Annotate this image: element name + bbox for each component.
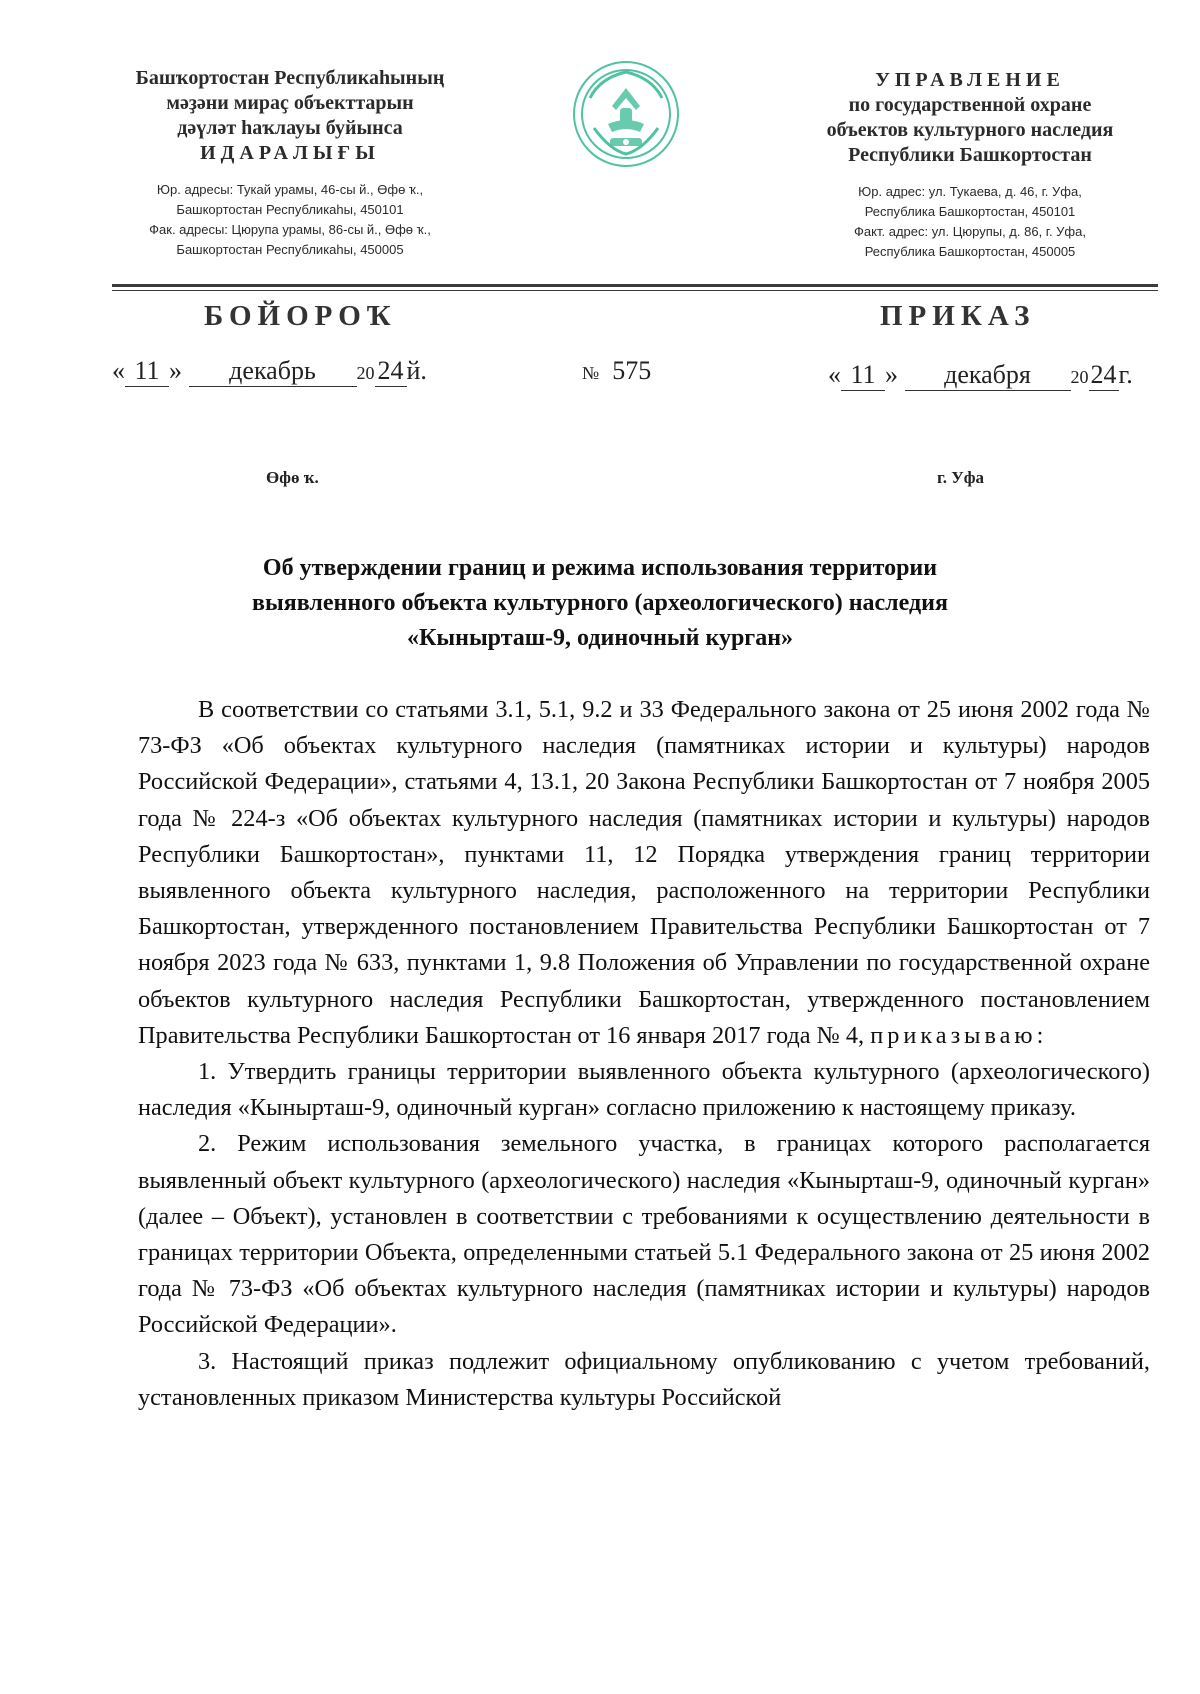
header-right-line1: УПРАВЛЕНИЕ bbox=[875, 69, 1065, 91]
date-left-year-prefix: 20 bbox=[356, 363, 375, 383]
date-left-year-unit: й. bbox=[406, 356, 427, 385]
header-right-line3: объектов культурного наследия bbox=[826, 119, 1114, 141]
doc-number bbox=[582, 356, 651, 386]
title-line1: Об утверждении границ и режима использования территории bbox=[262, 555, 938, 581]
header-right-block bbox=[790, 68, 1150, 262]
date-right-year-prefix: 20 bbox=[1070, 367, 1089, 387]
body-paragraph-3: 3. Настоящий приказ подлежит официальному опубликованию с учетом требований, установленных приказом Министерства культуры Российской bbox=[138, 1347, 1150, 1411]
doc-type-bashkir: БОЙОРОҠ bbox=[204, 300, 397, 332]
preamble-order-word: приказываю: bbox=[870, 1021, 1048, 1049]
header-left-line3: дәүләт һаҡлауы буйынса bbox=[177, 117, 403, 139]
header-left-addr4: Башкортостан Республикаһы, 450005 bbox=[176, 242, 404, 257]
doc-type-russian: ПРИКАЗ bbox=[880, 300, 1036, 332]
header-right-addr3: Факт. адрес: ул. Цюрупы, д. 86, г. Уфа, bbox=[854, 224, 1086, 239]
header-right-line4: Республики Башкортостан bbox=[848, 144, 1092, 166]
date-left-close-quote: » bbox=[169, 356, 182, 385]
header-divider-thick bbox=[112, 284, 1158, 287]
date-right-day: 11 bbox=[841, 360, 885, 391]
city-left: Өфө ҡ. bbox=[266, 468, 319, 487]
header-right-addr1: Юр. адрес: ул. Тукаева, д. 46, г. Уфа, bbox=[858, 184, 1082, 199]
header-left-addr1: Юр. адресы: Тукай урамы, 46-сы й., Өфө ҡ., bbox=[156, 182, 424, 197]
date-left-open-quote: « bbox=[112, 356, 125, 385]
doc-number-value: 575 bbox=[612, 356, 652, 385]
header-left-line4: ИДАРАЛЫҒЫ bbox=[200, 142, 380, 164]
header-right-line2: по государственной охране bbox=[848, 94, 1092, 116]
city-right: г. Уфа bbox=[937, 468, 985, 487]
doc-number-label: № bbox=[582, 363, 600, 383]
date-right-year-unit: г. bbox=[1118, 360, 1133, 389]
document-title bbox=[150, 551, 1050, 656]
date-left-month: декабрь bbox=[189, 356, 357, 387]
header-left-line1: Башҡортостан Республикаһының bbox=[135, 67, 445, 89]
body-paragraph-1: 1. Утвердить границы территории выявленного объекта культурного (археологического) наследия «Кынырташ-9, одиночный курган» согласно приложению к настоящему приказу. bbox=[138, 1058, 1150, 1122]
body-paragraph-preamble bbox=[138, 692, 1150, 1054]
header-right-addr2: Республика Башкортостан, 450101 bbox=[864, 204, 1076, 219]
title-line3: «Кынырташ-9, одиночный курган» bbox=[406, 625, 794, 651]
document-body bbox=[138, 692, 1150, 1416]
coat-of-arms-emblem bbox=[570, 58, 682, 170]
header-right-addr4: Республика Башкортостан, 450005 bbox=[864, 244, 1076, 259]
header-left-line2: мәҙәни мираҫ объекттарын bbox=[166, 92, 414, 114]
header-left-addr2: Башкортостан Республикаһы, 450101 bbox=[176, 202, 404, 217]
date-left-year-suffix: 24 bbox=[375, 356, 407, 387]
header-left-addr3: Фак. адресы: Цюрупа урамы, 86-сы й., Өфө ҡ., bbox=[149, 222, 431, 237]
date-right-year-suffix: 24 bbox=[1090, 360, 1117, 389]
emblem-icon bbox=[570, 58, 682, 170]
title-line2: выявленного объекта культурного (археологического) наследия bbox=[252, 590, 948, 616]
date-right bbox=[828, 360, 1133, 391]
date-right-month: декабря bbox=[905, 360, 1071, 391]
date-right-open-quote: « bbox=[828, 360, 841, 389]
date-left bbox=[112, 356, 427, 387]
body-paragraph-2: 2. Режим использования земельного участка, в границах которого располагается выявленный объект культурного (археологического) наследия «Кынырташ-9, одиночный курган» (далее – Объект), установлен в соответствии с требованиями к осуществлению деятельности в границах территории Объекта, определенными статьей 5.1 Федерального закона от 25 июня 2002 года № 73-ФЗ «Об объектах культурного наследия (памятниках истории и культуры) народов Российской Федерации». bbox=[138, 1130, 1150, 1339]
date-right-close-quote: » bbox=[885, 360, 898, 389]
header-divider-thin bbox=[112, 290, 1158, 291]
preamble-text: В соответствии со статьями 3.1, 5.1, 9.2 и 33 Федерального закона от 25 июня 2002 года № 73-ФЗ «Об объектах культурного наследия (памятниках истории и культуры) народов Российской Федерации», статьями 4, 13.1, 20 Закона Республики Башкортостан от 7 ноября 2005 года № 224-з «Об объектах культурного наследия (памятниках истории и культуры) народов Республики Башкортостан», пунктами 11, 12 Порядка утверждения границ территории выявленного объекта культурного наследия, расположенного на территории Республики Башкортостан, утвержденного постановлением Правительства Республики Башкортостан от 7 ноября 2023 года № 633, пунктами 1, 9.8 Положения об Управлении по государственной охране объектов культурного наследия Республики Башкортостан, утвержденного постановлением Правительства Республики Башкортостан от 16 января 2017 года № 4, bbox=[138, 696, 1150, 1049]
header-left-block bbox=[100, 66, 480, 260]
date-left-day: 11 bbox=[125, 356, 169, 387]
